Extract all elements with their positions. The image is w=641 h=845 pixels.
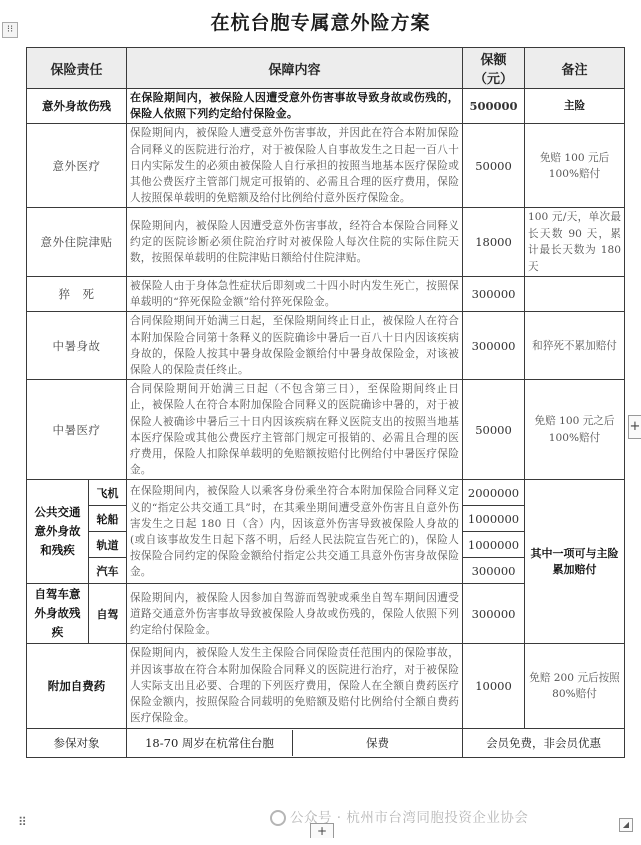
table-header-row (27, 48, 625, 89)
row-content: 在保险期间内，被保险人因遭受意外伤害事故导致身故或伤残的，保险人依照下列约定给付保险金。 (127, 89, 463, 124)
table-row (27, 480, 625, 506)
add-column-icon[interactable]: + (628, 415, 641, 439)
table-row (27, 312, 625, 380)
watermark-text: 公众号 · 杭州市台湾同胞投资企业协会 (290, 810, 529, 826)
row-name: 中暑身故 (27, 312, 127, 380)
premium-label: 保费 (366, 735, 390, 750)
table-row (27, 124, 625, 208)
row-content: 合同保险期间开始满三日起（不包含第三日），至保险期间终止日止，被保险人在符合本附加保险合同释义的医院确诊中暑的，对于被保险人被确诊中暑后三十日内因该疾病在释义医院支出的按照当地基本医疗保险或其他公费医疗主管部门规定可报销的、必需且合理的医疗费用，保险人扣除保单载明的免赔额按赔付比例给付中暑医疗保险金。 (127, 380, 463, 480)
row-amount: 50000 (463, 380, 525, 480)
row-amount: 50000 (463, 124, 525, 208)
row-name: 中暑医疗 (27, 380, 127, 480)
transport-sub-plane: 飞机 (89, 480, 127, 506)
transport-amount-ship: 1000000 (463, 506, 525, 532)
watermark (270, 806, 528, 826)
row-content: 保险期间内，被保险人发生主保险合同保险责任范围内的保险事故，并因该事故在符合本附加保险合同释义的医院进行治疗，对于被保险人实际支出且必要、合理的下列医疗费用，保险人在全额自费药医疗保险金额内，按照保险合同载明的免赔额及赔付比例给付全额自费药医疗保险金。 (127, 644, 463, 728)
row-note: 免赔 100 元后 100%赔付 (525, 124, 625, 208)
selfdrive-content: 保险期间内，被保险人因参加自驾游而驾驶或乘坐自驾车期间因遭受道路交通意外伤害事故导致被保险人身故或伤残的，保险人依照下列约定给付保险金。 (127, 584, 463, 644)
add-row-icon[interactable]: + (310, 823, 334, 838)
row-content: 保险期间内，被保险人遭受意外伤害事故，并因此在符合本附加保险合同释义的医院进行治疗，对于被保险人自事故发生之日起一百八十日内实际发生的必须由被保险人自行承担的按照当地基本医疗保险或其他公费医疗主管部门规定可报销的、必需且合理的医疗费用，保险人按照保单载明的免赔额及给付比例给付意外医疗保险金。 (127, 124, 463, 208)
transport-note: 其中一项可与主险累加赔付 (525, 480, 625, 644)
footer-row (27, 728, 625, 757)
row-note (525, 277, 625, 312)
drag-handle-icon[interactable]: ⠿ (18, 815, 27, 829)
row-name: 猝 死 (27, 277, 127, 312)
row-content: 被保险人由于身体急性症状后即刻或二十四小时内发生死亡，按照保单载明的“猝死保险金额”给付猝死保险金。 (127, 277, 463, 312)
row-name: 意外医疗 (27, 124, 127, 208)
row-name: 附加自费药 (27, 644, 127, 728)
transport-amount-car: 300000 (463, 558, 525, 584)
row-note: 免赔 100 元之后 100%赔付 (525, 380, 625, 480)
header-responsibility: 保险责任 (27, 48, 127, 89)
row-content: 合同保险期间开始满三日起，至保险期间终止日止，被保险人在符合本附加保险合同第十条释义的医院确诊中暑后一百八十日内因该疾病身故的，保险人按其中暑身故保险金额给付中暑身故保险金，对该被保险人的保险责任终止。 (127, 312, 463, 380)
table-row (27, 380, 625, 480)
row-amount: 500000 (463, 89, 525, 124)
row-amount: 300000 (463, 277, 525, 312)
row-note: 主险 (525, 89, 625, 124)
transport-amount-rail: 1000000 (463, 532, 525, 558)
row-amount: 18000 (463, 208, 525, 277)
transport-sub-rail: 轨道 (89, 532, 127, 558)
header-note: 备注 (525, 48, 625, 89)
row-name: 意外住院津贴 (27, 208, 127, 277)
row-note: 和猝死不累加赔付 (525, 312, 625, 380)
transport-content: 在保险期间内，被保险人以乘客身份乘坐符合本附加保险合同释义定义的“指定公共交通工具”时，在其乘坐期间遭受意外伤害且自意外伤害发生之日起 180 日（含）内，因该意外伤害导致被保险人身故的(或自该事故发生日起下落不明，后经人民法院宣告死亡的)，保险人按保险合同约定的保险金额给付指定公共交通工具意外伤害身故保险金。 (127, 480, 463, 584)
row-content: 保险期间内，被保险人因遭受意外伤害事故，经符合本保险合同释义约定的医院诊断必须住院治疗时对被保险人每次住院的实际住院天数，按照保单载明的住院津贴日额给付住院津贴。 (127, 208, 463, 277)
row-amount: 300000 (463, 312, 525, 380)
transport-sub-car: 汽车 (89, 558, 127, 584)
premium-value: 会员免费，非会员优惠 (463, 728, 625, 757)
resize-handle-icon[interactable]: ◢ (619, 818, 633, 832)
selfdrive-sub: 自驾 (89, 584, 127, 644)
transport-group-name: 公共交通意外身故和残疾 (27, 480, 89, 584)
header-content: 保障内容 (127, 48, 463, 89)
selfdrive-group-name: 自驾车意外身故残疾 (27, 584, 89, 644)
table-row (27, 208, 625, 277)
header-amount: 保额（元） (463, 48, 525, 89)
row-name: 意外身故伤残 (27, 89, 127, 124)
selfdrive-amount: 300000 (463, 584, 525, 644)
wechat-icon (270, 810, 286, 826)
table-row (27, 89, 625, 124)
table-row (27, 644, 625, 728)
eligibility-value: 18-70 周岁在杭常住台胞 (127, 730, 293, 756)
table-move-handle-icon[interactable]: ⁝⁝ (2, 22, 18, 38)
table-row (27, 277, 625, 312)
page-title: 在杭台胞专属意外险方案 (210, 12, 431, 34)
insurance-plan-table (26, 47, 625, 758)
row-note: 免赔 200 元后按照 80%赔付 (525, 644, 625, 728)
row-amount: 10000 (463, 644, 525, 728)
row-note: 100 元/天，单次最长天数 90 天，累计最长天数为 180 天 (525, 208, 625, 277)
eligibility-premium-cell (127, 728, 463, 757)
transport-amount-plane: 2000000 (463, 480, 525, 506)
eligibility-label: 参保对象 (27, 728, 127, 757)
transport-sub-ship: 轮船 (89, 506, 127, 532)
